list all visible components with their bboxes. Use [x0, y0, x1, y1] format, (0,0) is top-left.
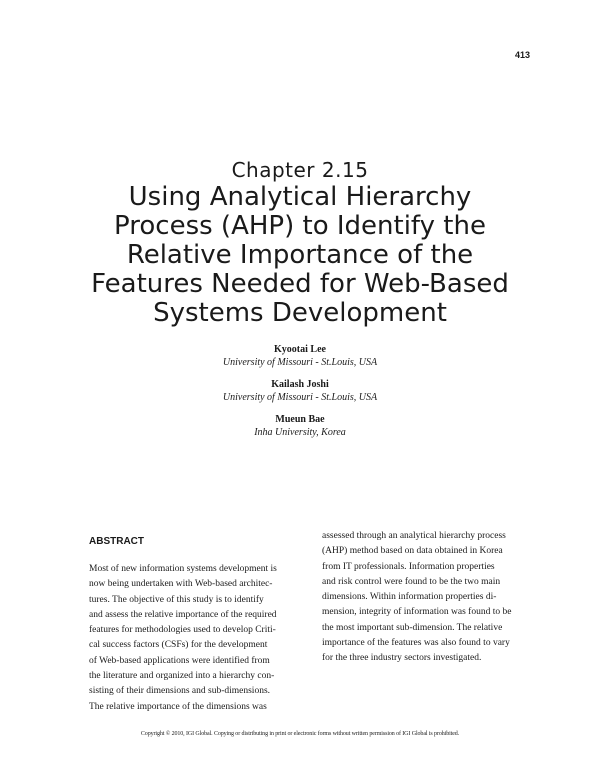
abstract-line: The relative importance of the dimensions was [89, 701, 267, 712]
abstract-line: cal success factors (CSFs) for the development [89, 640, 268, 651]
abstract-right-column [322, 529, 536, 667]
abstract-line: features for methodologies used to develop Criti- [89, 625, 276, 636]
abstract-left-column [89, 562, 305, 715]
abstract-line: for the three industry sectors investigated. [322, 653, 482, 664]
title-line: Relative Importance of the [126, 240, 474, 270]
abstract-line: the most important sub-dimension. The relative [322, 622, 503, 633]
author [0, 378, 600, 404]
page-number: 413 [514, 50, 530, 60]
author-name: Kyootai Lee [274, 344, 326, 355]
title-line: Using Analytical Hierarchy [128, 182, 472, 212]
abstract-line: importance of the features was also found to vary [322, 638, 510, 649]
author-affiliation: University of Missouri - St.Louis, USA [222, 357, 378, 368]
abstract-line: now being undertaken with Web-based architec- [89, 579, 273, 590]
abstract-line: and assess the relative importance of the required [89, 609, 277, 620]
abstract-line: sisting of their dimensions and sub-dimensions. [89, 686, 271, 697]
author [0, 343, 600, 369]
chapter-label: Chapter 2.15 [231, 158, 369, 182]
title-line: Systems Development [153, 298, 447, 328]
abstract-line: and risk control were found to be the two main [322, 576, 501, 587]
chapter-title [60, 183, 540, 328]
author-affiliation: Inha University, Korea [254, 427, 346, 438]
author-block [0, 343, 600, 448]
abstract-line: (AHP) method based on data obtained in Korea [322, 546, 503, 557]
abstract-line: tures. The objective of this study is to identify [89, 594, 264, 605]
author-affiliation: University of Missouri - St.Louis, USA [222, 392, 378, 403]
abstract-line: of Web-based applications were identified from [89, 655, 270, 666]
abstract-line: assessed through an analytical hierarchy process [322, 531, 506, 541]
author-name: Kailash Joshi [271, 379, 329, 390]
abstract-line: the literature and organized into a hierarchy con- [89, 671, 275, 682]
author-name: Mueun Bae [275, 414, 325, 425]
abstract-line: Most of new information systems development is [89, 564, 277, 574]
abstract-line: dimensions. Within information properties di- [322, 592, 497, 603]
abstract-line: from IT professionals. Information properties [322, 561, 495, 572]
abstract-heading: ABSTRACT [89, 536, 144, 547]
author [0, 413, 600, 439]
copyright-footer: Copyright © 2010, IGI Global. Copying or distributing in print or electronic forms without written permission of IGI Global is prohibited. [140, 731, 460, 737]
title-line: Process (AHP) to Identify the [114, 211, 486, 241]
abstract-line: mension, integrity of information was found to be [322, 607, 512, 618]
title-line: Features Needed for Web-Based [91, 269, 509, 299]
